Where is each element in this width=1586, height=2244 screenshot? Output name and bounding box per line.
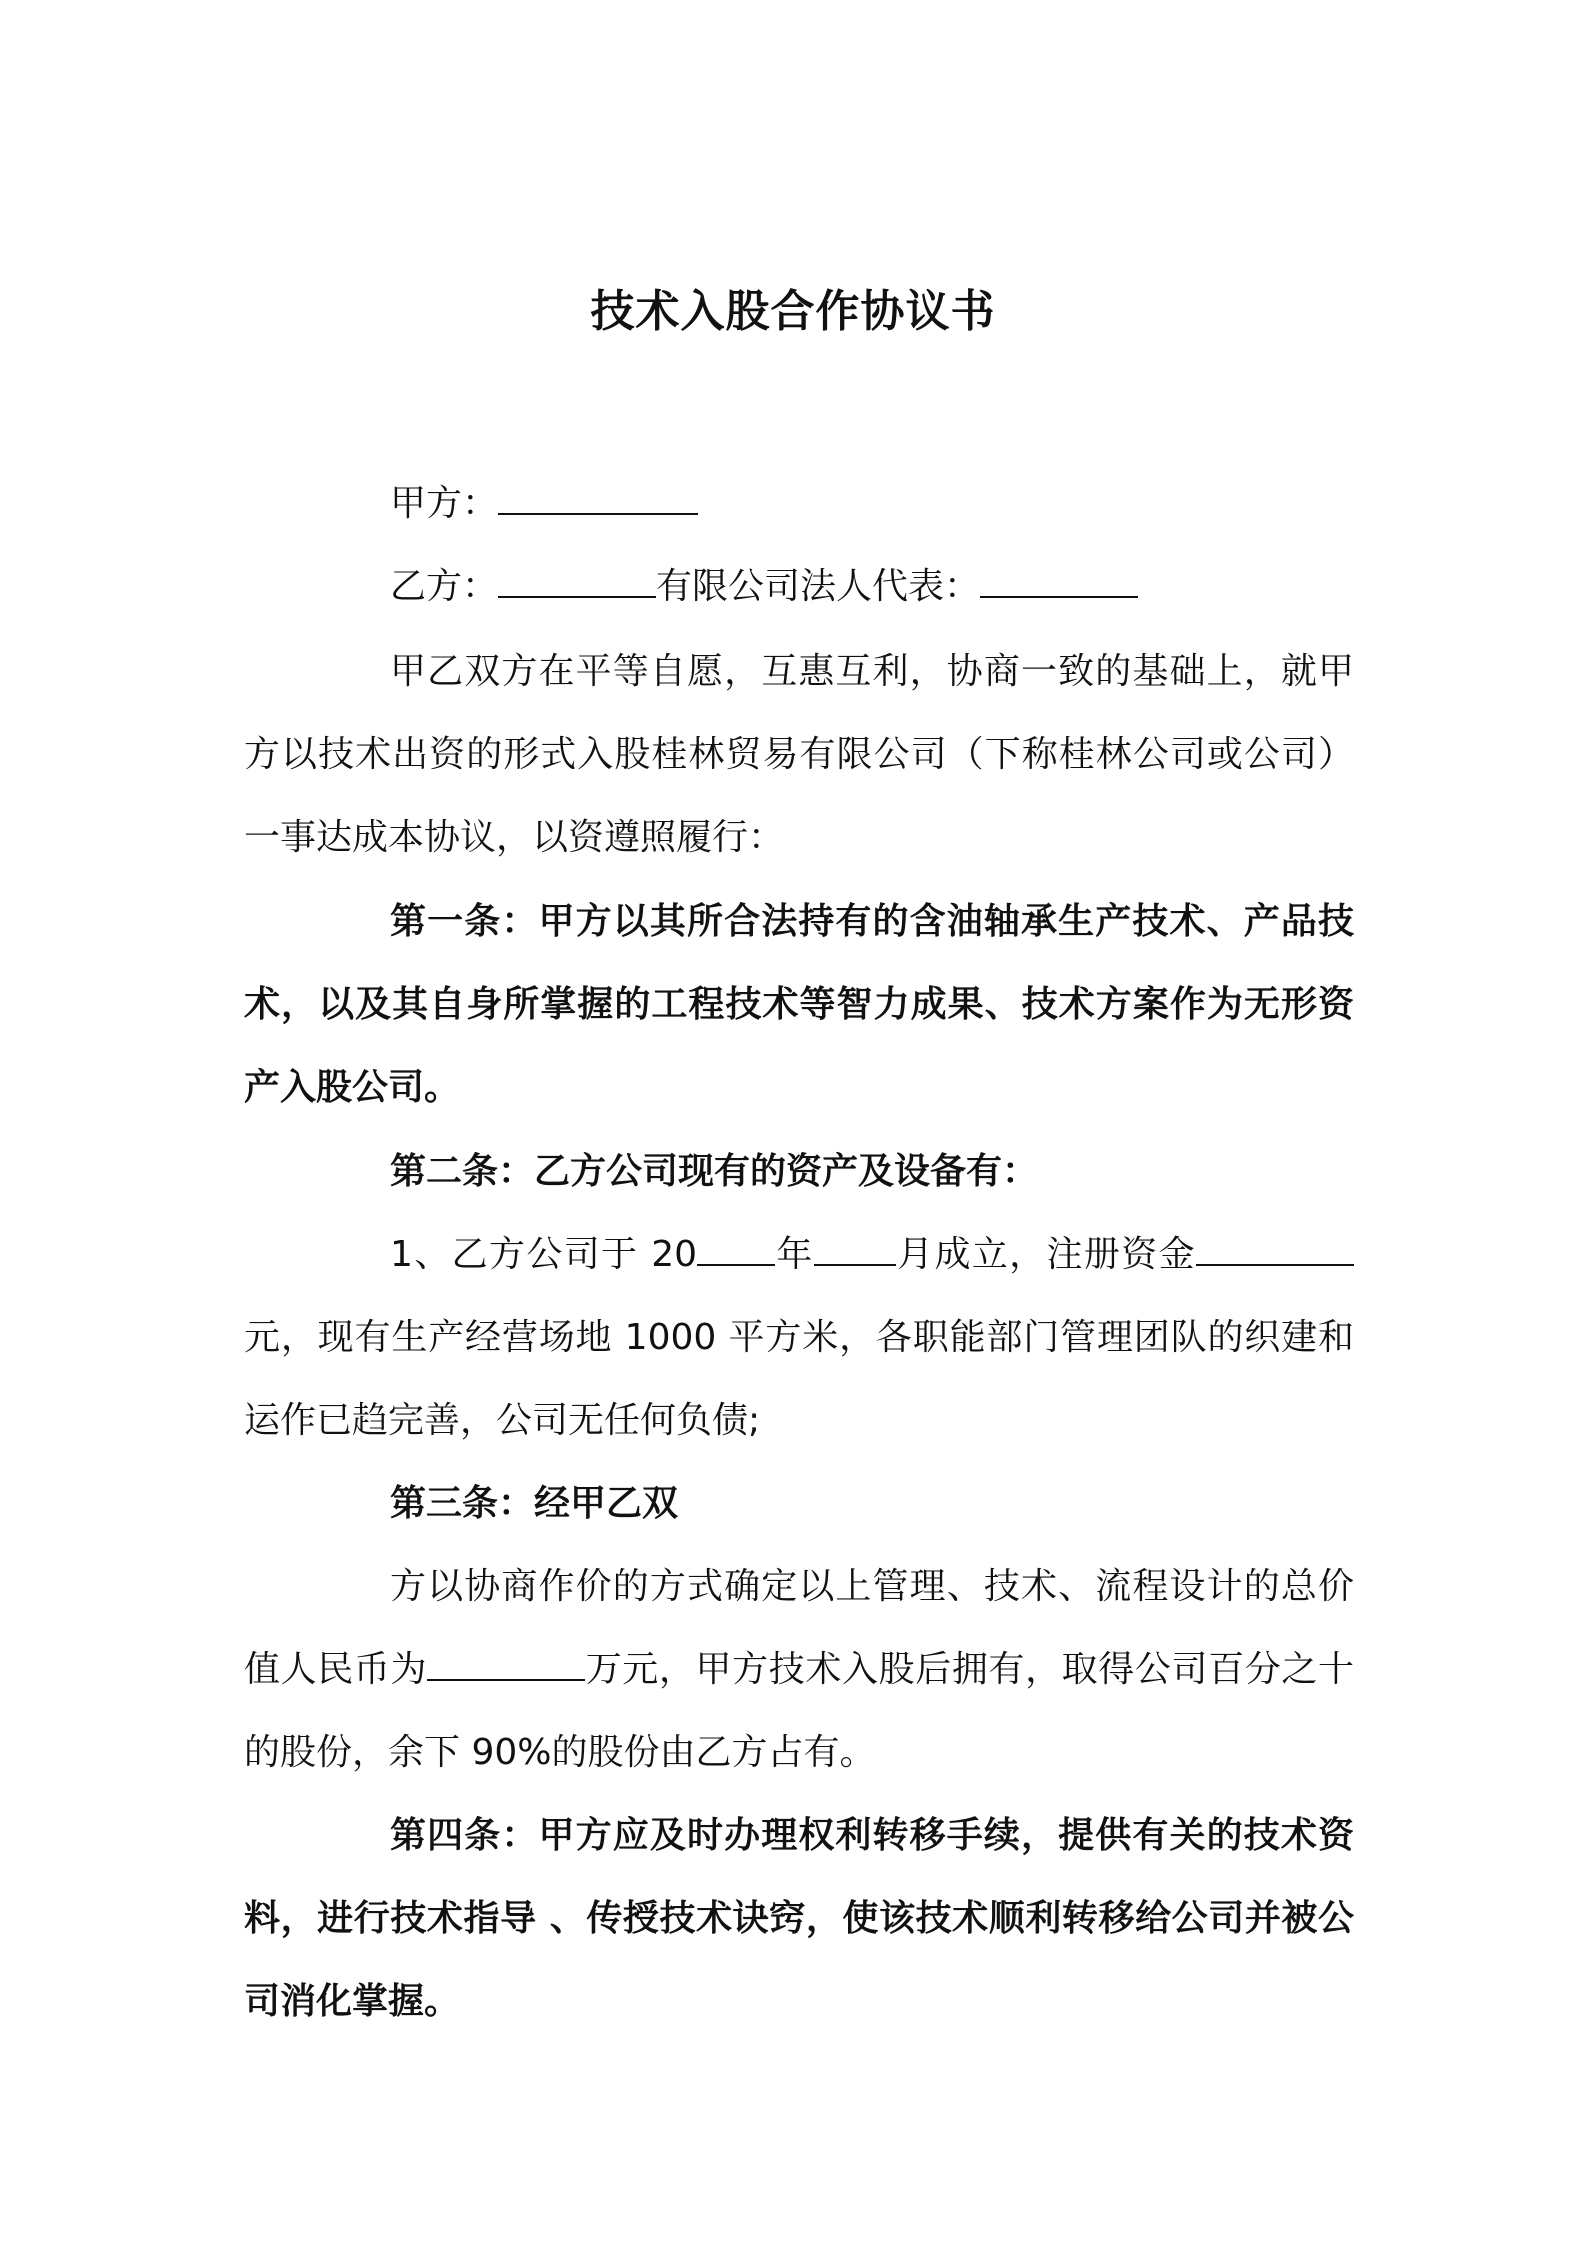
article-3-heading: 第三条：经甲乙双 [390,1483,679,1524]
party-b-representative-blank [980,560,1138,598]
document-title: 技术入股合作协议书 [590,286,996,337]
month-blank [814,1228,896,1266]
article-3-body [244,1545,1354,1794]
year-blank [697,1228,775,1266]
party-a-line [390,477,698,529]
article-4: 第四条：甲方应及时办理权利转移手续，提供有关的技术资料，进行技术指导 、传授技术诀窍，使该技术顺利转移给公司并被公司消化掌握。 [244,1815,1354,2022]
article-3-body-rest: 万元，甲方技术入股后拥有，取得公司百分之十的股份，余下 90%的股份由乙方占有。 [244,1649,1354,1773]
article-3-body-start: 方以协商作价的方式确定以上管理、技术、流程设计的总价值人民币为 [244,1566,1354,1690]
party-b-label: 乙方： [390,566,499,607]
article-1: 第一条：甲方以其所合法持有的含油轴承生产技术、产品技术，以及其自身所掌握的工程技术等智力成果、技术方案作为无形资产入股公司。 [244,901,1354,1108]
valuation-blank [427,1643,585,1681]
party-b-line [390,560,1138,612]
article-2-heading: 第二条：乙方公司现有的资产及设备有： [390,1151,1039,1192]
party-a-label: 甲方： [390,483,499,524]
party-b-representative-label: 有限公司法人代表： [656,566,981,607]
party-a-blank [498,477,698,515]
capital-blank [1196,1228,1354,1266]
article-2-item-1-rest: 元，现有生产经营场地 1000 平方米，各职能部门管理团队的织建和运作已趋完善，公司无任何负债; [244,1317,1354,1441]
intro-paragraph: 甲乙双方在平等自愿，互惠互利，协商一致的基础上，就甲方以技术出资的形式入股桂林贸易有限公司（下称桂林公司或公司）一事达成本协议，以资遵照履行： [244,651,1354,858]
article-2-item-1-start: 1、乙方公司于 20 [390,1234,698,1275]
article-2-item-1-registered: 月成立，注册资金 [895,1234,1196,1275]
article-2-item-1 [244,1213,1354,1462]
party-b-company-blank [498,560,656,598]
year-label: 年 [775,1234,814,1275]
